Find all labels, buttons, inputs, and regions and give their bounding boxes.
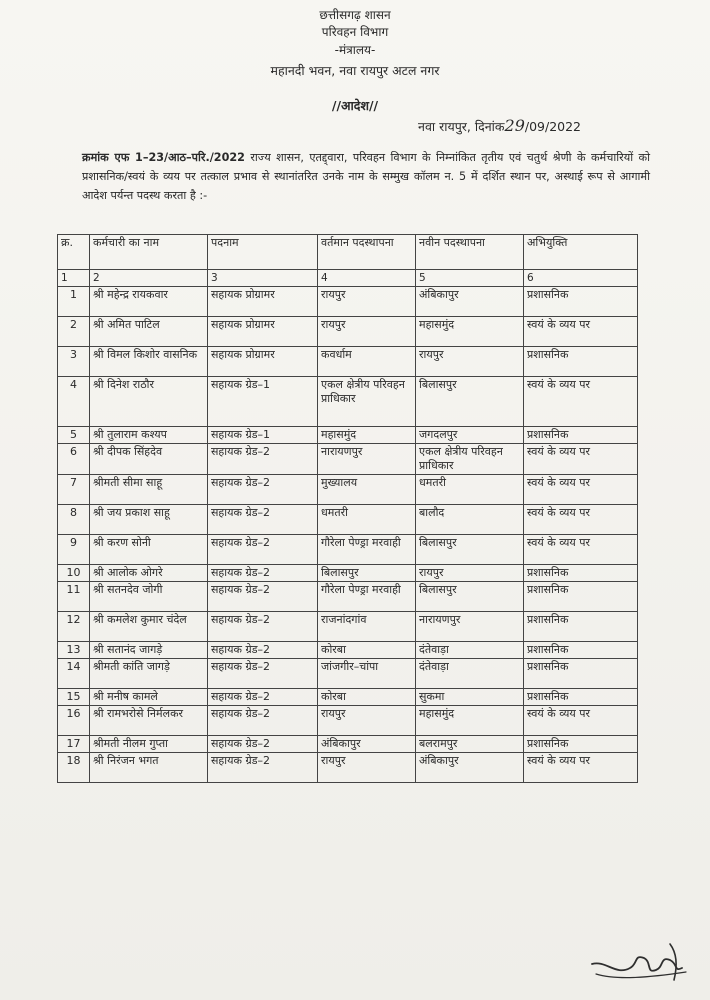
designation: सहायक ग्रेड–2 — [208, 753, 318, 783]
new-posting: बिलासपुर — [416, 535, 524, 565]
current-posting: रायपुर — [318, 317, 416, 347]
remark: स्वयं के व्यय पर — [524, 475, 638, 505]
remark: प्रशासनिक — [524, 427, 638, 444]
remark: स्वयं के व्यय पर — [524, 753, 638, 783]
current-posting: धमतरी — [318, 505, 416, 535]
serial-number: 12 — [58, 612, 90, 642]
table-row — [58, 565, 638, 582]
table-row — [58, 659, 638, 689]
remark: स्वयं के व्यय पर — [524, 535, 638, 565]
department-name: परिवहन विभाग — [321, 25, 389, 39]
remark: स्वयं के व्यय पर — [524, 505, 638, 535]
employee-name: श्री तुलाराम कश्यप — [90, 427, 208, 444]
column-number: 3 — [208, 270, 318, 287]
current-posting: गौरेला पेण्ड्रा मरवाही — [318, 535, 416, 565]
table-row — [58, 736, 638, 753]
remark: स्वयं के व्यय पर — [524, 317, 638, 347]
new-posting: दंतेवाड़ा — [416, 642, 524, 659]
designation: सहायक ग्रेड–2 — [208, 535, 318, 565]
remark: प्रशासनिक — [524, 642, 638, 659]
employee-name: श्री आलोक ओगरे — [90, 565, 208, 582]
new-posting: महासमुंद — [416, 706, 524, 736]
employee-name: श्री महेन्द्र रायकवार — [90, 287, 208, 317]
header-new-posting: नवीन पदस्थापना — [416, 235, 524, 270]
designation: सहायक ग्रेड–2 — [208, 736, 318, 753]
ministry-label: -मंत्रालय- — [334, 43, 376, 57]
serial-number: 13 — [58, 642, 90, 659]
employee-name: श्री रामभरोसे निर्मलकर — [90, 706, 208, 736]
table-row — [58, 753, 638, 783]
designation: सहायक प्रोग्रामर — [208, 287, 318, 317]
employee-name: श्रीमती कांति जागड़े — [90, 659, 208, 689]
employee-name: श्रीमती सीमा साहू — [90, 475, 208, 505]
current-posting: कवर्धाम — [318, 347, 416, 377]
serial-number: 17 — [58, 736, 90, 753]
employee-name: श्री अमित पाटिल — [90, 317, 208, 347]
current-posting: रायपुर — [318, 706, 416, 736]
table-row — [58, 377, 638, 427]
remark: प्रशासनिक — [524, 347, 638, 377]
table-row — [58, 475, 638, 505]
current-posting: राजनांदगांव — [318, 612, 416, 642]
serial-number: 10 — [58, 565, 90, 582]
designation: सहायक प्रोग्रामर — [208, 317, 318, 347]
current-posting: रायपुर — [318, 753, 416, 783]
order-reference-number: क्रमांक एफ 1–23/आठ–परि./2022 — [82, 151, 245, 164]
serial-number: 3 — [58, 347, 90, 377]
column-number: 1 — [58, 270, 90, 287]
current-posting: अंबिकापुर — [318, 736, 416, 753]
current-posting: नारायणपुर — [318, 444, 416, 475]
current-posting: कोरबा — [318, 642, 416, 659]
serial-number: 8 — [58, 505, 90, 535]
column-number-row — [58, 270, 638, 287]
table-header-row — [58, 235, 638, 270]
employee-name: श्री दिनेश राठौर — [90, 377, 208, 427]
serial-number: 5 — [58, 427, 90, 444]
designation: सहायक ग्रेड–1 — [208, 427, 318, 444]
header-designation: पदनाम — [208, 235, 318, 270]
employee-name: श्री सतनदेव जोगी — [90, 582, 208, 612]
table-row — [58, 706, 638, 736]
new-posting: एकल क्षेत्रीय परिवहन प्राधिकार — [416, 444, 524, 475]
employee-name: श्रीमती नीलम गुप्ता — [90, 736, 208, 753]
serial-number: 2 — [58, 317, 90, 347]
new-posting: अंबिकापुर — [416, 287, 524, 317]
serial-number: 15 — [58, 689, 90, 706]
new-posting: बिलासपुर — [416, 582, 524, 612]
designation: सहायक ग्रेड–2 — [208, 582, 318, 612]
designation: सहायक ग्रेड–1 — [208, 377, 318, 427]
column-number: 4 — [318, 270, 416, 287]
remark: स्वयं के व्यय पर — [524, 377, 638, 427]
current-posting: बिलासपुर — [318, 565, 416, 582]
employee-name: श्री सतानंद जागड़े — [90, 642, 208, 659]
employee-name: श्री करण सोनी — [90, 535, 208, 565]
new-posting: रायपुर — [416, 565, 524, 582]
order-paragraph — [82, 148, 650, 205]
current-posting: कोरबा — [318, 689, 416, 706]
table-row — [58, 317, 638, 347]
serial-number: 7 — [58, 475, 90, 505]
table-row — [58, 347, 638, 377]
remark: प्रशासनिक — [524, 565, 638, 582]
serial-number: 14 — [58, 659, 90, 689]
column-number: 5 — [416, 270, 524, 287]
remark: स्वयं के व्यय पर — [524, 444, 638, 475]
designation: सहायक ग्रेड–2 — [208, 706, 318, 736]
date-rest: /09/2022 — [524, 119, 582, 134]
new-posting: बलरामपुर — [416, 736, 524, 753]
remark: प्रशासनिक — [524, 659, 638, 689]
new-posting: रायपुर — [416, 347, 524, 377]
designation: सहायक प्रोग्रामर — [208, 347, 318, 377]
designation: सहायक ग्रेड–2 — [208, 505, 318, 535]
date-day-handwritten: 29 — [504, 116, 525, 135]
govt-name: छत्तीसगढ़ शासन — [319, 8, 391, 22]
table-row — [58, 535, 638, 565]
designation: सहायक ग्रेड–2 — [208, 444, 318, 475]
header-remarks: अभियुक्ति — [524, 235, 638, 270]
serial-number: 11 — [58, 582, 90, 612]
order-title: //आदेश// — [331, 98, 379, 113]
remark: प्रशासनिक — [524, 689, 638, 706]
current-posting: गौरेला पेण्ड्रा मरवाही — [318, 582, 416, 612]
remark: प्रशासनिक — [524, 287, 638, 317]
designation: सहायक ग्रेड–2 — [208, 612, 318, 642]
transfer-table — [57, 234, 638, 783]
current-posting: मुख्यालय — [318, 475, 416, 505]
table-row — [58, 689, 638, 706]
designation: सहायक ग्रेड–2 — [208, 689, 318, 706]
current-posting: महासमुंद — [318, 427, 416, 444]
designation: सहायक ग्रेड–2 — [208, 642, 318, 659]
remark: प्रशासनिक — [524, 612, 638, 642]
header-serial: क्र. — [58, 235, 90, 270]
new-posting: जगदलपुर — [416, 427, 524, 444]
employee-name: श्री निरंजन भगत — [90, 753, 208, 783]
serial-number: 18 — [58, 753, 90, 783]
new-posting: सुकमा — [416, 689, 524, 706]
serial-number: 1 — [58, 287, 90, 317]
table-row — [58, 612, 638, 642]
employee-name: श्री कमलेश कुमार चंदेल — [90, 612, 208, 642]
column-number: 6 — [524, 270, 638, 287]
new-posting: अंबिकापुर — [416, 753, 524, 783]
new-posting: नारायणपुर — [416, 612, 524, 642]
new-posting: बालौद — [416, 505, 524, 535]
new-posting: धमतरी — [416, 475, 524, 505]
remark: स्वयं के व्यय पर — [524, 706, 638, 736]
column-number: 2 — [90, 270, 208, 287]
current-posting: एकल क्षेत्रीय परिवहन प्राधिकार — [318, 377, 416, 427]
designation: सहायक ग्रेड–2 — [208, 475, 318, 505]
table-row — [58, 505, 638, 535]
remark: प्रशासनिक — [524, 736, 638, 753]
header-current-posting: वर्तमान पदस्थापना — [318, 235, 416, 270]
current-posting: जांजगीर–चांपा — [318, 659, 416, 689]
employee-name: श्री जय प्रकाश साहू — [90, 505, 208, 535]
serial-number: 4 — [58, 377, 90, 427]
table-row — [58, 444, 638, 475]
table-row — [58, 427, 638, 444]
designation: सहायक ग्रेड–2 — [208, 565, 318, 582]
designation: सहायक ग्रेड–2 — [208, 659, 318, 689]
remark: प्रशासनिक — [524, 582, 638, 612]
office-address: महानदी भवन, नवा रायपुर अटल नगर — [270, 63, 440, 78]
order-body-text: राज्य शासन, एतद्द्वारा, परिवहन विभाग के निम्नांकित तृतीय एवं चतुर्थ श्रेणी के कर्मचारियों को प्रशासनिक/स्वयं के व्यय पर तत्काल प्रभाव से स्थानांतरित उनके नाम के सम्मुख कॉलम न. 5 में दर्शित स्थान पर, अस्थाई रूप से आगामी आदेश पर्यन्त पदस्थ करता है :- — [82, 151, 650, 202]
employee-name: श्री मनीष कामले — [90, 689, 208, 706]
current-posting: रायपुर — [318, 287, 416, 317]
date-place-label: नवा रायपुर, दिनांक — [418, 119, 505, 134]
header-employee-name: कर्मचारी का नाम — [90, 235, 208, 270]
employee-name: श्री दीपक सिंहदेव — [90, 444, 208, 475]
serial-number: 9 — [58, 535, 90, 565]
officer-signature — [586, 934, 698, 988]
table-row — [58, 582, 638, 612]
table-row — [58, 287, 638, 317]
order-dateline — [418, 116, 581, 135]
new-posting: महासमुंद — [416, 317, 524, 347]
new-posting: बिलासपुर — [416, 377, 524, 427]
serial-number: 16 — [58, 706, 90, 736]
table-row — [58, 642, 638, 659]
employee-name: श्री विमल किशोर वासनिक — [90, 347, 208, 377]
serial-number: 6 — [58, 444, 90, 475]
new-posting: दंतेवाड़ा — [416, 659, 524, 689]
